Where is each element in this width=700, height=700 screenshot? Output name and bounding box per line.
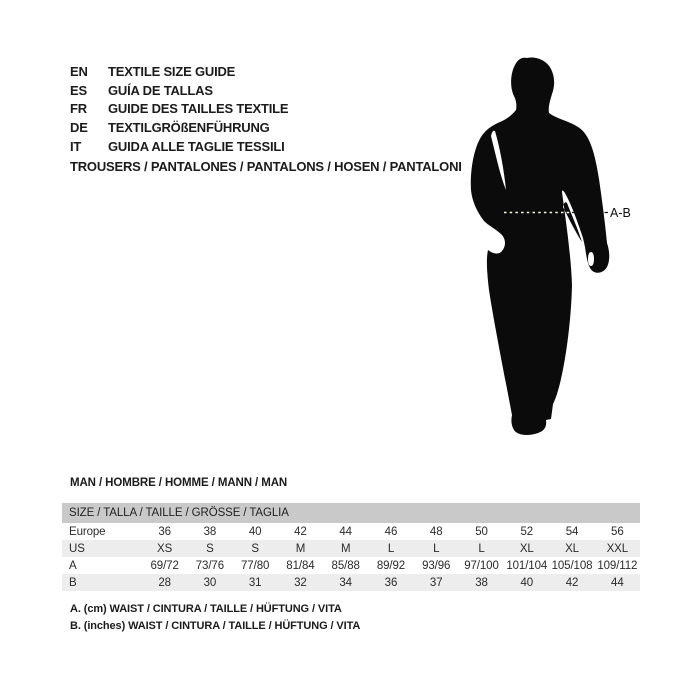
size-table	[62, 503, 640, 591]
row-label: B	[69, 576, 77, 589]
size-value-cell: XS	[157, 542, 173, 555]
size-value-cell: 32	[294, 576, 307, 589]
size-value-cell: 28	[158, 576, 171, 589]
size-value-cell: XXL	[606, 542, 629, 555]
size-table-header-row	[62, 503, 640, 523]
waist-measure-label: A-B	[610, 206, 631, 220]
size-value-cell: 77/80	[241, 559, 270, 572]
size-value-cell: 56	[611, 525, 624, 538]
footnote-a: A. (cm) WAIST / CINTURA / TAILLE / HÜFTUNG / VITA	[70, 603, 342, 615]
size-value-cell: 105/108	[551, 559, 593, 572]
size-value-cell: M	[295, 542, 306, 555]
size-value-cell: 30	[203, 576, 217, 589]
size-value-cell: 46	[384, 525, 398, 538]
size-value-cell: 52	[520, 525, 534, 538]
language-title: TEXTILE SIZE GUIDE	[108, 63, 236, 79]
size-value-cell: 42	[565, 576, 579, 589]
man-silhouette-figure	[455, 52, 655, 452]
size-value-cell: 42	[294, 525, 307, 538]
size-value-cell: 40	[520, 576, 534, 589]
language-code: EN	[70, 63, 88, 79]
size-value-cell: 101/104	[506, 559, 548, 572]
size-value-cell: 40	[248, 525, 262, 538]
size-value-cell: 81/84	[286, 559, 315, 572]
size-value-cell: 73/76	[195, 559, 225, 572]
size-value-cell: 44	[611, 576, 624, 589]
size-value-cell: L	[387, 542, 395, 555]
language-code: IT	[70, 138, 82, 154]
size-value-cell: 85/88	[331, 559, 360, 572]
size-table-body	[62, 523, 640, 591]
size-value-cell: 109/112	[597, 559, 638, 572]
row-label: US	[69, 542, 85, 555]
language-title: TEXTILGRÖßENFÜHRUNG	[108, 119, 270, 135]
language-row	[70, 62, 288, 81]
table-row	[62, 574, 640, 591]
row-label: Europe	[69, 525, 106, 538]
size-table-header-cell: SIZE / TALLA / TAILLE / GRÖSSE / TAGLIA	[62, 503, 640, 523]
size-value-cell: 93/96	[422, 559, 451, 572]
size-value-cell: 44	[339, 525, 352, 538]
language-code: ES	[70, 82, 87, 98]
man-silhouette	[471, 58, 609, 435]
size-value-cell: 31	[248, 576, 262, 589]
size-value-cell: 36	[158, 525, 171, 538]
footnote-b: B. (inches) WAIST / CINTURA / TAILLE / HÜFTUNG / VITA	[70, 620, 361, 632]
language-title: GUIDA ALLE TAGLIE TESSILI	[108, 138, 285, 154]
language-row	[70, 118, 288, 137]
language-code: DE	[70, 119, 88, 135]
table-row	[62, 523, 640, 540]
size-value-cell: 50	[475, 525, 488, 538]
size-value-cell: M	[340, 542, 351, 555]
table-row	[62, 557, 640, 574]
size-value-cell: 54	[565, 525, 579, 538]
size-value-cell: 37	[429, 576, 443, 589]
size-value-cell: L	[478, 542, 485, 555]
language-title: GUÍA DE TALLAS	[108, 82, 213, 98]
size-value-cell: S	[206, 542, 214, 555]
table-title: MAN / HOMBRE / HOMME / MANN / MAN	[70, 477, 288, 489]
size-value-cell: 89/92	[376, 559, 406, 572]
category-title: TROUSERS / PANTALONES / PANTALONS / HOSEN / PANTALONI	[70, 159, 462, 174]
language-row	[70, 81, 288, 100]
language-title: GUIDE DES TAILLES TEXTILE	[108, 101, 289, 117]
table-row	[62, 540, 640, 557]
size-value-cell: S	[251, 542, 259, 555]
language-row	[70, 99, 288, 118]
size-value-cell: 38	[203, 525, 217, 538]
size-value-cell: XL	[565, 542, 579, 555]
size-value-cell: L	[433, 542, 440, 555]
size-value-cell: 48	[429, 525, 443, 538]
size-value-cell: 38	[475, 576, 488, 589]
size-value-cell: 36	[384, 576, 398, 589]
row-label: A	[69, 559, 77, 572]
language-code: FR	[70, 101, 87, 117]
size-value-cell: 69/72	[150, 559, 179, 572]
size-value-cell: 34	[339, 576, 352, 589]
language-list	[70, 62, 288, 155]
size-value-cell: XL	[519, 542, 534, 555]
size-value-cell: 97/100	[464, 559, 499, 572]
language-row	[70, 137, 288, 156]
